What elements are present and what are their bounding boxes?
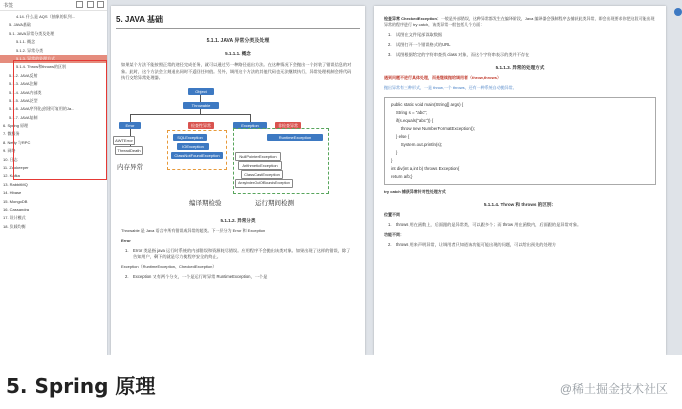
- position-item: 1. throws 用在函数上，后面跟的是异常类，可以跟多个；而 throw 用在函数内，后面跟的是异常对象。: [388, 222, 582, 227]
- sidebar-item[interactable]: 7. 微服务: [3, 131, 20, 137]
- sidebar-item[interactable]: 5.1.4. Throw和throws的区别: [16, 64, 66, 70]
- sidebar-item[interactable]: 5.1. JAVA异常分类及处理: [9, 30, 55, 36]
- sidebar-header: [0, 0, 107, 11]
- code-line: if(s.equals("abc")) {: [391, 118, 434, 123]
- sidebar-item[interactable]: 8. Netty 与RPC: [3, 139, 31, 145]
- sidebar-item[interactable]: 5.1.5. JAVA泛型: [9, 97, 38, 103]
- sidebar-item[interactable]: 5.1.4. JAVA内部类: [9, 89, 42, 95]
- watermark: @稀土掘金技术社区: [559, 382, 668, 396]
- arithmetic-node: ArithmeticException: [238, 161, 282, 170]
- sidebar-item[interactable]: 16. Cassandra: [3, 206, 30, 212]
- exception-node: Exception: [233, 122, 267, 129]
- list-item: 1. 试图在文件尾部读取数据: [388, 32, 443, 37]
- code-line: return a/b;}: [391, 174, 413, 179]
- list-item: 3. 试图根据给定的字符串查找 class 对象，而这个字符串表示的类并不存在: [388, 52, 530, 57]
- code-line: }: [391, 158, 393, 163]
- checked-label-badge: 检查性异常: [188, 122, 214, 129]
- sidebar-item[interactable]: 5.1.2. JAVA反射: [9, 72, 38, 78]
- code-line: int div(int a,int b) throws Exception{: [391, 166, 460, 171]
- code-line: }: [391, 150, 398, 155]
- checked-exception-paragraph: 检查异常 CheckedException：一般是外部错误，这种异常都发生在编译阶段，Java 编译器会强制程序去捕获此类异常，即会出现要求你把这段可能出现异常的程序进行 try catch，该类异常一般包括几个方面：: [384, 16, 655, 27]
- function-item: 2. throws 用来声明异常，让调用者只知道该功能可能出现的问题，可以给出预先的处理方: [388, 242, 557, 247]
- sidebar-item[interactable]: 12. Kafka: [3, 173, 20, 179]
- io-exception-node: IOException: [177, 143, 209, 150]
- error-heading: Error: [121, 237, 131, 243]
- page-title: 5. JAVA 基础: [116, 15, 163, 24]
- function-heading: 功能不同：: [384, 232, 404, 237]
- code-line: public static void main(String[] args) {: [391, 102, 464, 107]
- class-cast-node: ClassCastException: [241, 170, 283, 179]
- code-line: System.out.println(s);: [391, 142, 443, 147]
- subsection-heading: 5.1.1.1. 概念: [225, 51, 251, 56]
- sidebar-item[interactable]: 5.1.1. 概念: [16, 39, 36, 45]
- pdf-page-left: [111, 6, 365, 355]
- throwable-node: Throwable: [183, 102, 219, 109]
- classification-paragraph: Throwable 是 Java 语言中所有错误或异常的超类。下一层分为 Error 和 Exception: [121, 227, 266, 233]
- exception-item: 2. Exception 又有两个分支，一个是运行时异常 RuntimeException，一个是: [125, 273, 268, 279]
- sidebar-item[interactable]: 5.1.3. 异常的处理方式: [0, 55, 107, 63]
- try-catch-heading: try catch 捕获异常针对性处理方式: [384, 189, 446, 194]
- sidebar-item[interactable]: 17. 设计模式: [3, 215, 26, 221]
- runtime-exception-node: RuntimeException: [267, 134, 323, 141]
- code-block: [384, 97, 656, 185]
- sidebar-item[interactable]: 5.1.7. JAVA复制: [9, 114, 38, 120]
- object-node: Object: [188, 88, 214, 95]
- highlight-box: [13, 60, 107, 180]
- exception-hierarchy-diagram: [111, 86, 365, 216]
- position-heading: 位置不同: [384, 212, 400, 217]
- code-line: throw new NumberFormatException();: [391, 126, 475, 131]
- sidebar-item[interactable]: 13. RabbitMQ: [3, 181, 28, 187]
- unchecked-label-badge: 非检查异常: [275, 122, 301, 129]
- code-line: String s = "abc";: [391, 110, 428, 115]
- sidebar-item[interactable]: 4.14. 什么是 AQS（抽象的队列...: [16, 14, 75, 19]
- subsection-heading-2: 5.1.1.2. 异常分类: [220, 217, 256, 223]
- sidebar-item[interactable]: 5. JAVA基础: [9, 22, 31, 28]
- sidebar-item[interactable]: 6. Spring 原理: [3, 123, 29, 129]
- sidebar-item[interactable]: 5.1.6. JAVA序列化(创建可复用的Ja...: [9, 106, 75, 112]
- list-item: 2. 试图打开一个错误格式的URL: [388, 42, 451, 47]
- exception-heading: Exception（RuntimeException、CheckedException）: [121, 263, 217, 269]
- sidebar-item[interactable]: 5.1.2. 异常分类: [16, 47, 44, 53]
- sidebar-item[interactable]: 10. 日志: [3, 156, 18, 162]
- sql-exception-node: SQLException: [173, 134, 207, 141]
- error-item: 1. Error 类是指 java 运行时系统的内部错误和资源耗尽错误。应用程序不会抛出该类对象。如果出现了这样的错误，除了告知用户，剩下的就是尽力使程序安全的终止。: [125, 247, 351, 259]
- sidebar-item[interactable]: 9. 网络: [3, 148, 16, 154]
- array-index-node: ArrayIndexOutOfBoundsException: [235, 179, 293, 188]
- sidebar-item[interactable]: 18. 负载均衡: [3, 223, 26, 229]
- runtime-caption: 运行期间检测: [255, 199, 294, 207]
- concept-paragraph: 如果某个方法不能按照正常的途径完成任务，就可以通过另一种路径退出方法。在这种情况下会抛出一个封装了错误信息的对象。此时，这个方法会立刻退出同时不返回任何值。另外，调用这个方法的其他代码也无法继续执行，异常处理机制会将代码执行交给异常处理器。: [121, 62, 352, 80]
- throw-heading: 遇到问题不进行具体处理，而是继续抛给调用者（throw,throws）: [384, 75, 501, 80]
- null-pointer-node: NullPointerException: [235, 152, 281, 161]
- throw-throws-heading: 5.1.1.4. Throw 和 throws 的区别：: [483, 202, 557, 207]
- awt-error-node: AWTError: [113, 136, 135, 145]
- sidebar-item[interactable]: 14. Hbase: [3, 190, 22, 196]
- throw-subtext: 抛出异常有三种形式，一是 throw,一个 throws，还有一种系统自动抛异常。: [384, 85, 517, 90]
- error-node: Error: [119, 122, 141, 129]
- pdf-page-right: [374, 6, 666, 355]
- code-line: } else {: [391, 134, 410, 139]
- sidebar-item[interactable]: 15. MongoDB: [3, 198, 28, 204]
- article-heading: 5. Spring 原理: [6, 374, 156, 398]
- collapse-icon[interactable]: [87, 1, 94, 8]
- sidebar-item[interactable]: 5.1.3. JAVA注解: [9, 81, 38, 87]
- class-not-found-node: ClassNotFoundException: [171, 152, 223, 159]
- section-heading: 5.1.1. JAVA 异常分类及处理: [206, 38, 270, 44]
- expand-icon[interactable]: [76, 1, 83, 8]
- sidebar-item[interactable]: 11. Zookeeper: [3, 165, 29, 171]
- thread-death-node: ThreadDeath: [115, 146, 143, 155]
- checked-exception-list: [374, 32, 666, 58]
- checked-caption: 编译期检验: [189, 199, 222, 207]
- handling-heading: 5.1.1.3. 异常的处理方式: [495, 65, 545, 70]
- internal-caption: 内存异常: [117, 163, 143, 171]
- sidebar-title: 书签: [3, 2, 14, 9]
- translate-globe-icon[interactable]: [674, 8, 682, 16]
- close-icon[interactable]: [97, 1, 104, 8]
